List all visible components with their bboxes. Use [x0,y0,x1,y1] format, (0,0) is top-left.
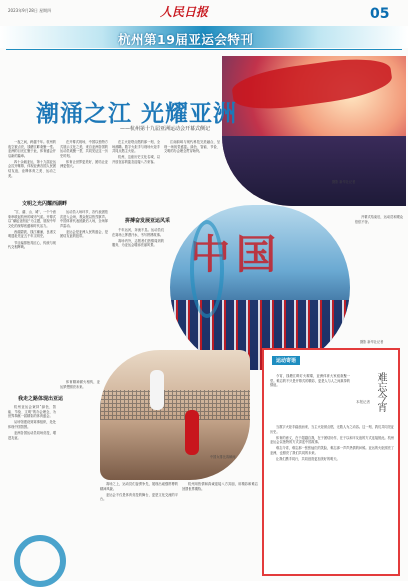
header-divider [6,49,402,50]
issue-date: 2023年9月28日 星期四 [8,8,52,13]
article-column-4: 江南韵味与现代科技完美融合，呈现一场视觉盛宴。绿色、智能、节俭、文明的办会理念贯穿始终。 [164,140,220,154]
article-column-8: 开幕式结束后，运动员和观众依依不舍。 [355,215,403,224]
stage-area [222,136,406,206]
swirl-decoration-icon [190,220,224,318]
essay-title: 难忘今宵 [375,372,386,412]
subheadline: ——杭州第十九届亚洲运动会开幕式侧记 [120,126,211,132]
photo-caption-mid: 摄影 新华社记者 [360,340,384,344]
essay-paragraph-2: 当数字火炬手踏浪而来，当主火炬被点燃，无数人为之动容。这一刻，我们共同见证历史。 体育的意义，在于超越自我，在于团结协作，在于以和平友谊的方式连接彼此。杭州亚运会以独特的方式讲述中国故事。 难忘今宵，难忘那一张张灿烂的笑脸，难忘那一声声热情的问候。亚运的火炬照亮了亚洲，也照亮了我们共同的未来。 让我们携手同行，共同创造更加美好的明天。 [270,425,394,462]
article-column-9: 杭州亚运会秉持“绿色、智能、节俭、文明”的办会理念，为世界奉献一届精彩的体育盛会。 从场馆建设到赛事组织，处处体现中国智慧。 亚洲各国运动员同场竞技，增进友谊。 [8,405,56,440]
page-number: 05 [370,6,390,22]
essay-box [262,348,400,576]
section-heading-2: 拼搏奋发展亚运风采 [125,218,171,224]
main-headline: 潮涌之江 光耀亚洲 [36,100,238,127]
essay-paragraph-1: 今宵，钱塘江畔灯火璀璨，亚洲体育大家庭欢聚一堂。难忘的不只是开幕式的精彩，更是人与人之间真挚的情谊。 [270,374,350,388]
section-heading-1: 文明之光闪耀西湖畔 [22,201,68,207]
player-white [150,370,164,410]
essay-tag: 运动寄语 [272,356,300,365]
opening-ceremony-photo [222,56,406,206]
article-column-11: 赛场之上，运动员们奋勇争先，展现出顽强拼搏的精神风貌。 亚运会不仅是体育竞技的舞台，更是文化交流的平台。 [100,482,178,502]
photo-caption-volley: 中国女排比赛瞬间 [210,455,236,459]
section-title: 杭州第19届亚运会特刊 [118,32,254,47]
article-column-3: 在主火炬塔点燃的那一刻，全场沸腾。数字火炬手与现场火炬手共同点燃主火炬。 杭州，这座历史文化名城，以开放包容的姿态迎接八方来客。 [112,140,160,164]
flag-decoration [230,56,394,115]
section-heading-3: 我走之路体现出亚运 [18,396,64,402]
article-column-6: 运动员入场环节，各代表团依次进入会场，观众报以热烈掌声。中国体育代表团最后入场，全场掌声雷动。 亚运会是亚洲人民的盛会，是团结友谊的纽带。 [60,210,108,239]
china-lettering: 中国 [190,231,282,278]
player-red [185,410,199,455]
photo-caption-top: 摄影 新华社记者 [332,180,356,184]
article-column-12: 杭州用热情和真诚迎接八方宾朋，用精彩和难忘回馈世界期待。 [182,482,258,491]
article-column-10: 体育精神薪火相传，亚运梦想照亮未来。 [60,380,100,389]
swirl-decoration-icon [14,535,66,587]
article-column-5: “江、湖、山、城”，一个个意象串联起杭州的城市气质。开幕式以“潮起亚细亚”为主题，展现中华文化的深厚底蕴和时代活力。 西湖碧波，钱江潮涌，良渚文明遗址见证五千年文明史。 节目编排独具匠心，传统与现代交相辉映。 [8,210,56,250]
article-column-2: 在开幕式现场，中国以独特方式展示文化之美，来自亚洲各国的运动员欢聚一堂，共同见证这一历史时刻。 体育让世界更美好，团结让亚洲更强大。 [60,140,108,169]
volleyball-photo [100,350,250,480]
article-column-7: 千年运河，奔流不息。运动员们在赛场上挥洒汗水，书写拼搏故事。 赛场内外，志愿者们热情周到的服务，为亚运会增添亮丽风景。 [112,228,164,248]
volleyball-net [100,390,250,420]
essay-author: 本报记者 [356,400,370,404]
article-column-1: 一夜之间，跨越千年。杭州的夜空被点亮，钱塘江畔欢聚一堂。亚洲的目光汇聚于此，体育盛会开启新的篇章。 四十余载亚运，第十九届亚运会拉开帷幕，体现亚洲各国人民团结友谊，诠释体育之美、运动之美。 [8,140,56,178]
newspaper-logo: 人民日报 [160,5,209,19]
